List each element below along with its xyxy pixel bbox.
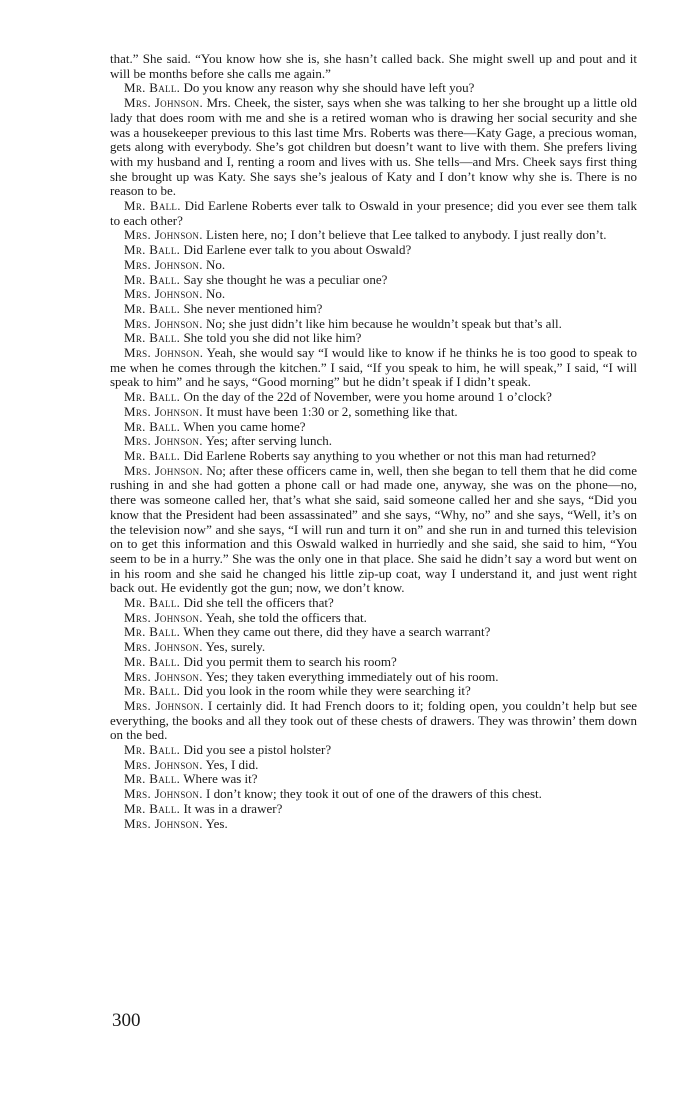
speech-text: No; she just didn’t like him because he wouldn’t speak but that’s all. xyxy=(206,315,562,331)
speech-text: I don’t know; they took it out of one of the drawers of this chest. xyxy=(206,786,542,802)
speech-text: When you came home? xyxy=(183,418,306,434)
speaker-label: Mrs. Johnson. xyxy=(124,345,204,361)
transcript-paragraph xyxy=(110,625,637,640)
transcript-paragraph xyxy=(110,331,637,346)
transcript-paragraph xyxy=(110,596,637,611)
transcript-paragraph xyxy=(110,52,637,81)
transcript-paragraph xyxy=(110,273,637,288)
speaker-label: Mr. Ball. xyxy=(124,624,181,640)
speaker-label: Mr. Ball. xyxy=(124,271,181,287)
transcript-paragraph xyxy=(110,317,637,332)
speaker-label: Mrs. Johnson. xyxy=(124,433,203,449)
speech-text: No. xyxy=(206,286,226,302)
speech-text: Yes; after serving lunch. xyxy=(205,433,333,449)
speaker-label: Mrs. Johnson. xyxy=(124,227,203,243)
transcript-paragraph xyxy=(110,390,637,405)
speech-text: Where was it? xyxy=(183,771,258,787)
transcript-paragraph xyxy=(110,611,637,626)
transcript-body xyxy=(110,52,637,831)
speaker-label: Mr. Ball. xyxy=(124,242,181,258)
speaker-label: Mrs. Johnson. xyxy=(124,786,203,802)
transcript-paragraph xyxy=(110,420,637,435)
speaker-label: Mr. Ball. xyxy=(124,447,181,463)
speaker-label: Mrs. Johnson. xyxy=(124,668,203,684)
transcript-paragraph xyxy=(110,434,637,449)
transcript-paragraph xyxy=(110,449,637,464)
transcript-paragraph xyxy=(110,243,637,258)
speech-text: Do you know any reason why she should have left you? xyxy=(183,80,475,96)
speaker-label: Mr. Ball. xyxy=(124,595,181,611)
speech-text: She told you she did not like him? xyxy=(183,330,362,346)
page-number: 300 xyxy=(112,1010,141,1031)
speaker-label: Mr. Ball. xyxy=(124,80,181,96)
transcript-paragraph xyxy=(110,655,637,670)
speech-text: Did Earlene Roberts say anything to you whether or not this man had returned? xyxy=(183,447,597,463)
transcript-paragraph xyxy=(110,96,637,199)
transcript-paragraph xyxy=(110,772,637,787)
speaker-label: Mrs. Johnson. xyxy=(124,609,203,625)
speaker-label: Mrs. Johnson. xyxy=(124,639,203,655)
speech-text: When they came out there, did they have a search warrant? xyxy=(183,624,491,640)
speaker-label: Mr. Ball. xyxy=(124,742,181,758)
speaker-label: Mrs. Johnson. xyxy=(124,697,204,713)
speech-text: Did you permit them to search his room? xyxy=(183,653,397,669)
transcript-paragraph xyxy=(110,787,637,802)
speaker-label: Mrs. Johnson. xyxy=(124,403,203,419)
speech-text: Listen here, no; I don’t believe that Lee talked to anybody. I just really don’t. xyxy=(206,227,607,243)
transcript-paragraph xyxy=(110,302,637,317)
speaker-label: Mrs. Johnson. xyxy=(124,815,203,831)
speaker-label: Mr. Ball. xyxy=(124,800,181,816)
speech-text: Did you look in the room while they were searching it? xyxy=(183,683,471,699)
speech-text: I certainly did. It had French doors to it; folding open, you couldn’t help but see everything, the books and all they took out of these chests of drawers. They was throwin’ them down on the bed. xyxy=(110,697,637,743)
transcript-paragraph xyxy=(110,287,637,302)
speech-text: It must have been 1:30 or 2, something like that. xyxy=(206,403,458,419)
transcript-paragraph xyxy=(110,758,637,773)
speaker-label: Mrs. Johnson. xyxy=(124,286,203,302)
speech-text: Did she tell the officers that? xyxy=(183,595,334,611)
speech-text: Yeah, she would say “I would like to know if he thinks he is too good to speak to me when he comes through the kitchen.” I said, “If you speak to him, he will speak,” I said, “I will speak to him” and he says, “Good morning” but he didn’t speak if I didn’t speak. xyxy=(110,345,637,390)
transcript-paragraph xyxy=(110,684,637,699)
speaker-label: Mr. Ball. xyxy=(124,330,181,346)
speaker-label: Mrs. Johnson. xyxy=(124,756,203,772)
speech-text: Yes; they taken everything immediately out of his room. xyxy=(205,668,499,684)
transcript-paragraph xyxy=(110,817,637,832)
transcript-paragraph xyxy=(110,258,637,273)
speech-text: It was in a drawer? xyxy=(183,800,283,816)
transcript-paragraph xyxy=(110,699,637,743)
speech-text: She never mentioned him? xyxy=(183,300,323,316)
speaker-label: Mrs. Johnson. xyxy=(124,256,203,272)
speaker-label: Mrs. Johnson. xyxy=(124,462,203,478)
transcript-paragraph xyxy=(110,346,637,390)
speaker-label: Mr. Ball. xyxy=(124,389,181,405)
speech-text: that.” She said. “You know how she is, she hasn’t called back. She might swell up and pout and it will be months before she calls me again.” xyxy=(110,51,637,81)
transcript-paragraph xyxy=(110,199,637,228)
transcript-paragraph xyxy=(110,670,637,685)
speech-text: On the day of the 22d of November, were you home around 1 o’clock? xyxy=(183,389,552,405)
speech-text: Yes. xyxy=(205,815,228,831)
speaker-label: Mr. Ball. xyxy=(124,198,181,214)
speech-text: No; after these officers came in, well, then she began to tell them that he did come rushing in and she had gotten a phone call or had made one, anyway, she was on the phone—no, there was someone called her, that’s what she said, said someone called her and she says, “Did you know that the President had been assassinated” and she says, “Why, no” and she says, “Well, it’s on the television now” and she says, “I will run and turn it on” and she run in and turned this television on to get this information and this Oswald walked in hurriedly and she said, she said to him, “You seem to be in a hurry.” She was the only one in that place. She said he didn’t say a word but went on in his room and she said he changed his little zip-up coat, way I understand it, and just went right back out. He evidently got the gun; now, we don’t know. xyxy=(110,462,638,596)
speaker-label: Mr. Ball. xyxy=(124,771,181,787)
speech-text: Yes, I did. xyxy=(205,756,259,772)
speech-text: Yeah, she told the officers that. xyxy=(205,609,367,625)
speech-text: Say she thought he was a peculiar one? xyxy=(183,271,388,287)
speech-text: Did Earlene ever talk to you about Oswald? xyxy=(183,242,412,258)
speaker-label: Mr. Ball. xyxy=(124,683,181,699)
speaker-label: Mr. Ball. xyxy=(124,418,181,434)
transcript-paragraph xyxy=(110,81,637,96)
transcript-paragraph xyxy=(110,464,637,596)
transcript-paragraph xyxy=(110,743,637,758)
transcript-paragraph xyxy=(110,640,637,655)
speaker-label: Mrs. Johnson. xyxy=(124,95,204,111)
transcript-paragraph xyxy=(110,405,637,420)
transcript-paragraph xyxy=(110,802,637,817)
speech-text: No. xyxy=(206,256,226,272)
speaker-label: Mr. Ball. xyxy=(124,653,181,669)
speaker-label: Mr. Ball. xyxy=(124,300,181,316)
transcript-paragraph xyxy=(110,228,637,243)
speaker-label: Mrs. Johnson. xyxy=(124,315,203,331)
speech-text: Mrs. Cheek, the sister, says when she was talking to her she brought up a little old lady that does room with me and she is a retired woman who is drawing her social security and she was a housekeeper previous to this last time Mrs. Roberts was there—Katy Gage, a precious woman, gets along with everybody. She’s got children but doesn’t want to live with them. She prefers living with my husband and I, renting a room and lives with us. She tells—and Mrs. Cheek says first thing she brought up was Katy. She says she’s jealous of Katy and I don’t know why she is. There is no reason to be. xyxy=(110,95,638,199)
speech-text: Did you see a pistol holster? xyxy=(183,742,332,758)
speech-text: Yes, surely. xyxy=(205,639,266,655)
speech-text: Did Earlene Roberts ever talk to Oswald in your presence; did you ever see them talk to each other? xyxy=(110,198,637,228)
